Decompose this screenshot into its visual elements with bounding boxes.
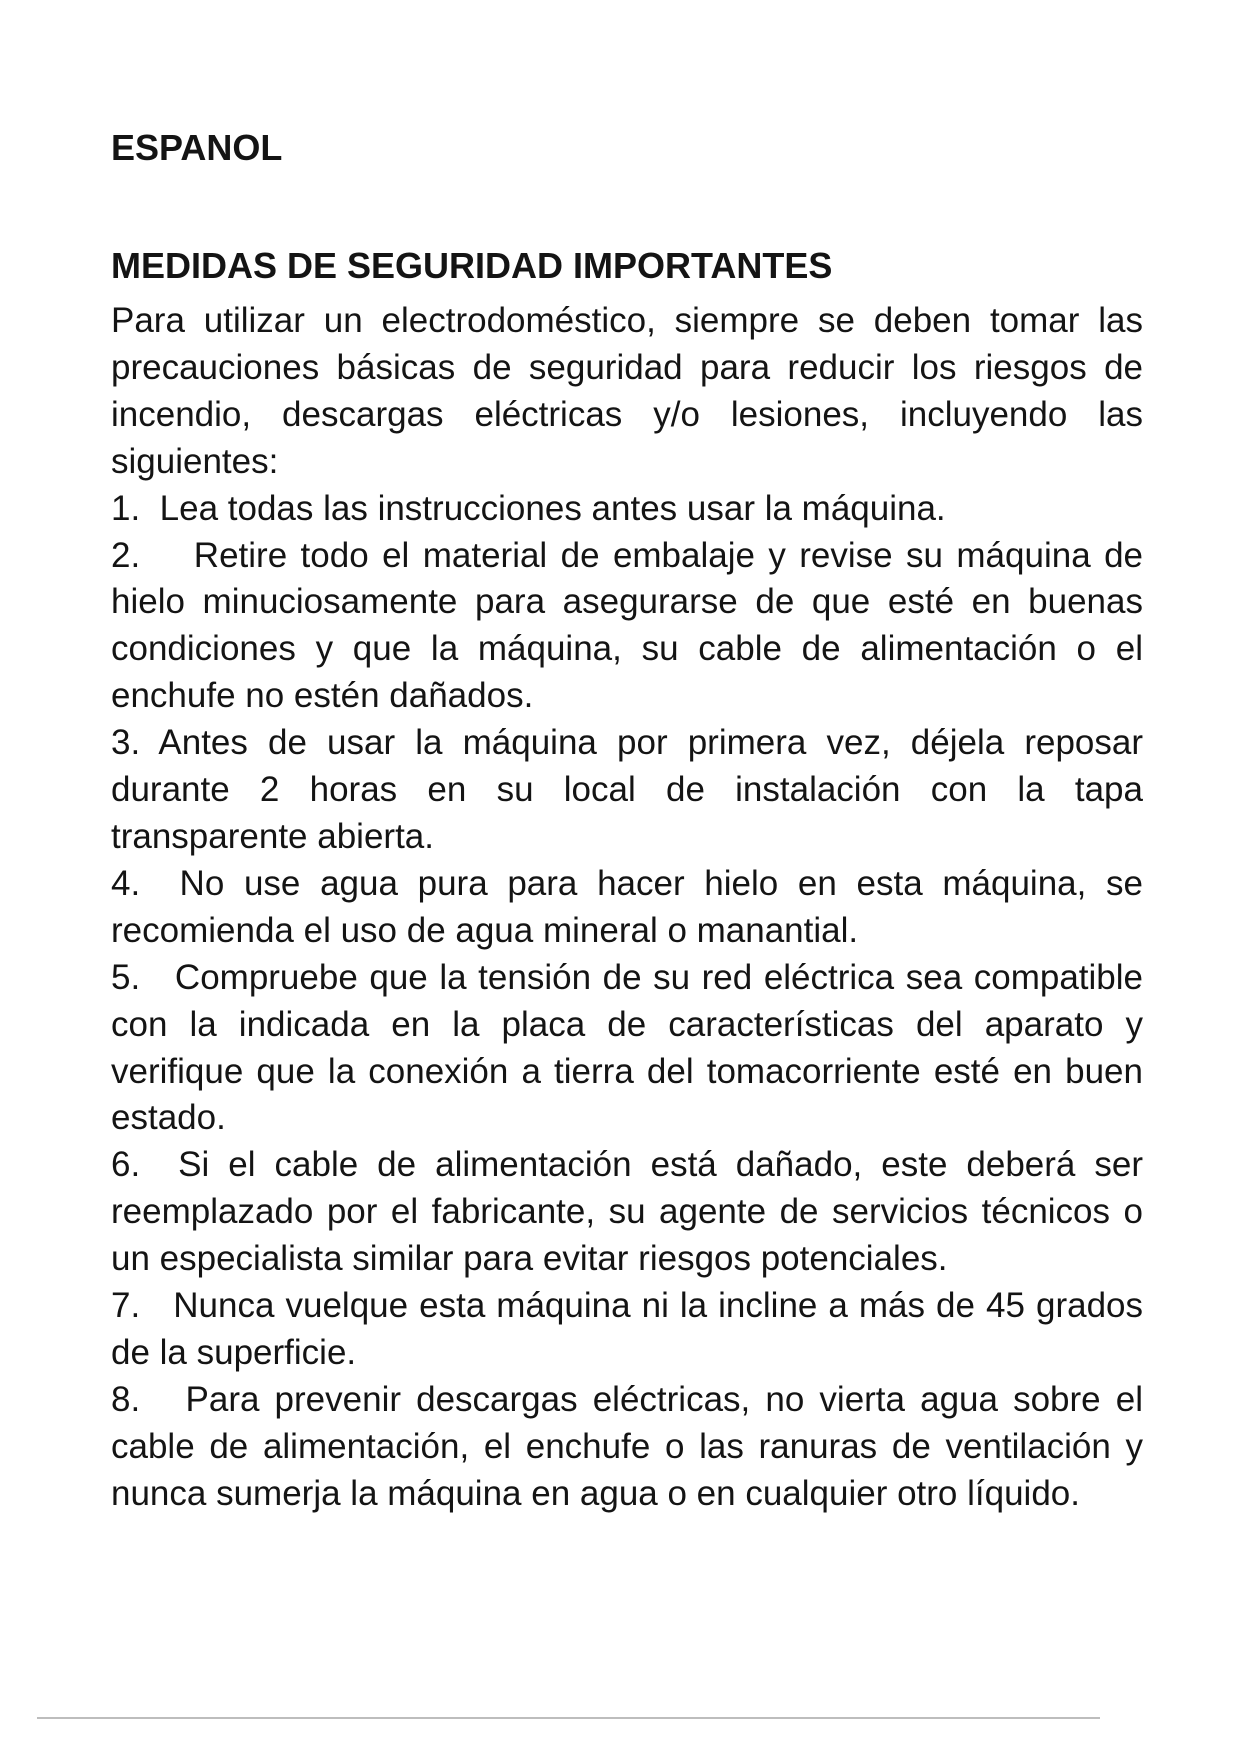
safety-item-3: 3. Antes de usar la máquina por primera vez, déjela reposar durante 2 horas en su local de instalación con la tapa transparente abierta. bbox=[111, 723, 1143, 856]
safety-item-8: 8. Para prevenir descargas eléctricas, no vierta agua sobre el cable de alimentación, el enchufe o las ranuras de ventilación y nunca sumerja la máquina en agua o en cualquier otro líquido. bbox=[111, 1379, 1143, 1513]
safety-item-7: 7. Nunca vuelque esta máquina ni la incline a más de 45 grados de la superficie. bbox=[111, 1286, 1143, 1372]
safety-item-4: 4. No use agua pura para hacer hielo en esta máquina, se recomienda el uso de agua mineral o manantial. bbox=[111, 863, 1143, 950]
safety-item-2: 2. Retire todo el material de embalaje y revise su máquina de hielo minuciosamente para asegurarse de que esté en buenas condiciones y que la máquina, su cable de alimentación o el enchufe no estén dañados. bbox=[111, 535, 1143, 716]
safety-item-5: 5. Compruebe que la tensión de su red eléctrica sea compatible con la indicada en la placa de características del aparato y verifique que la conexión a tierra del tomacorriente esté en buen estado. bbox=[111, 957, 1143, 1138]
language-title: ESPANOL bbox=[111, 127, 283, 168]
footer-divider bbox=[37, 1717, 1100, 1719]
safety-text bbox=[111, 298, 1143, 1518]
section-title: MEDIDAS DE SEGURIDAD IMPORTANTES bbox=[111, 245, 833, 286]
intro-paragraph: Para utilizar un electrodoméstico, siempre se deben tomar las precauciones básicas de seguridad para reducir los riesgos de incendio, descargas eléctricas y/o lesiones, incluyendo las siguientes: bbox=[111, 301, 1143, 481]
safety-item-6: 6. Si el cable de alimentación está dañado, este deberá ser reemplazado por el fabricante, su agente de servicios técnicos o un especialista similar para evitar riesgos potenciales. bbox=[111, 1145, 1143, 1279]
safety-item-1: 1. Lea todas las instrucciones antes usar la máquina. bbox=[111, 488, 946, 528]
